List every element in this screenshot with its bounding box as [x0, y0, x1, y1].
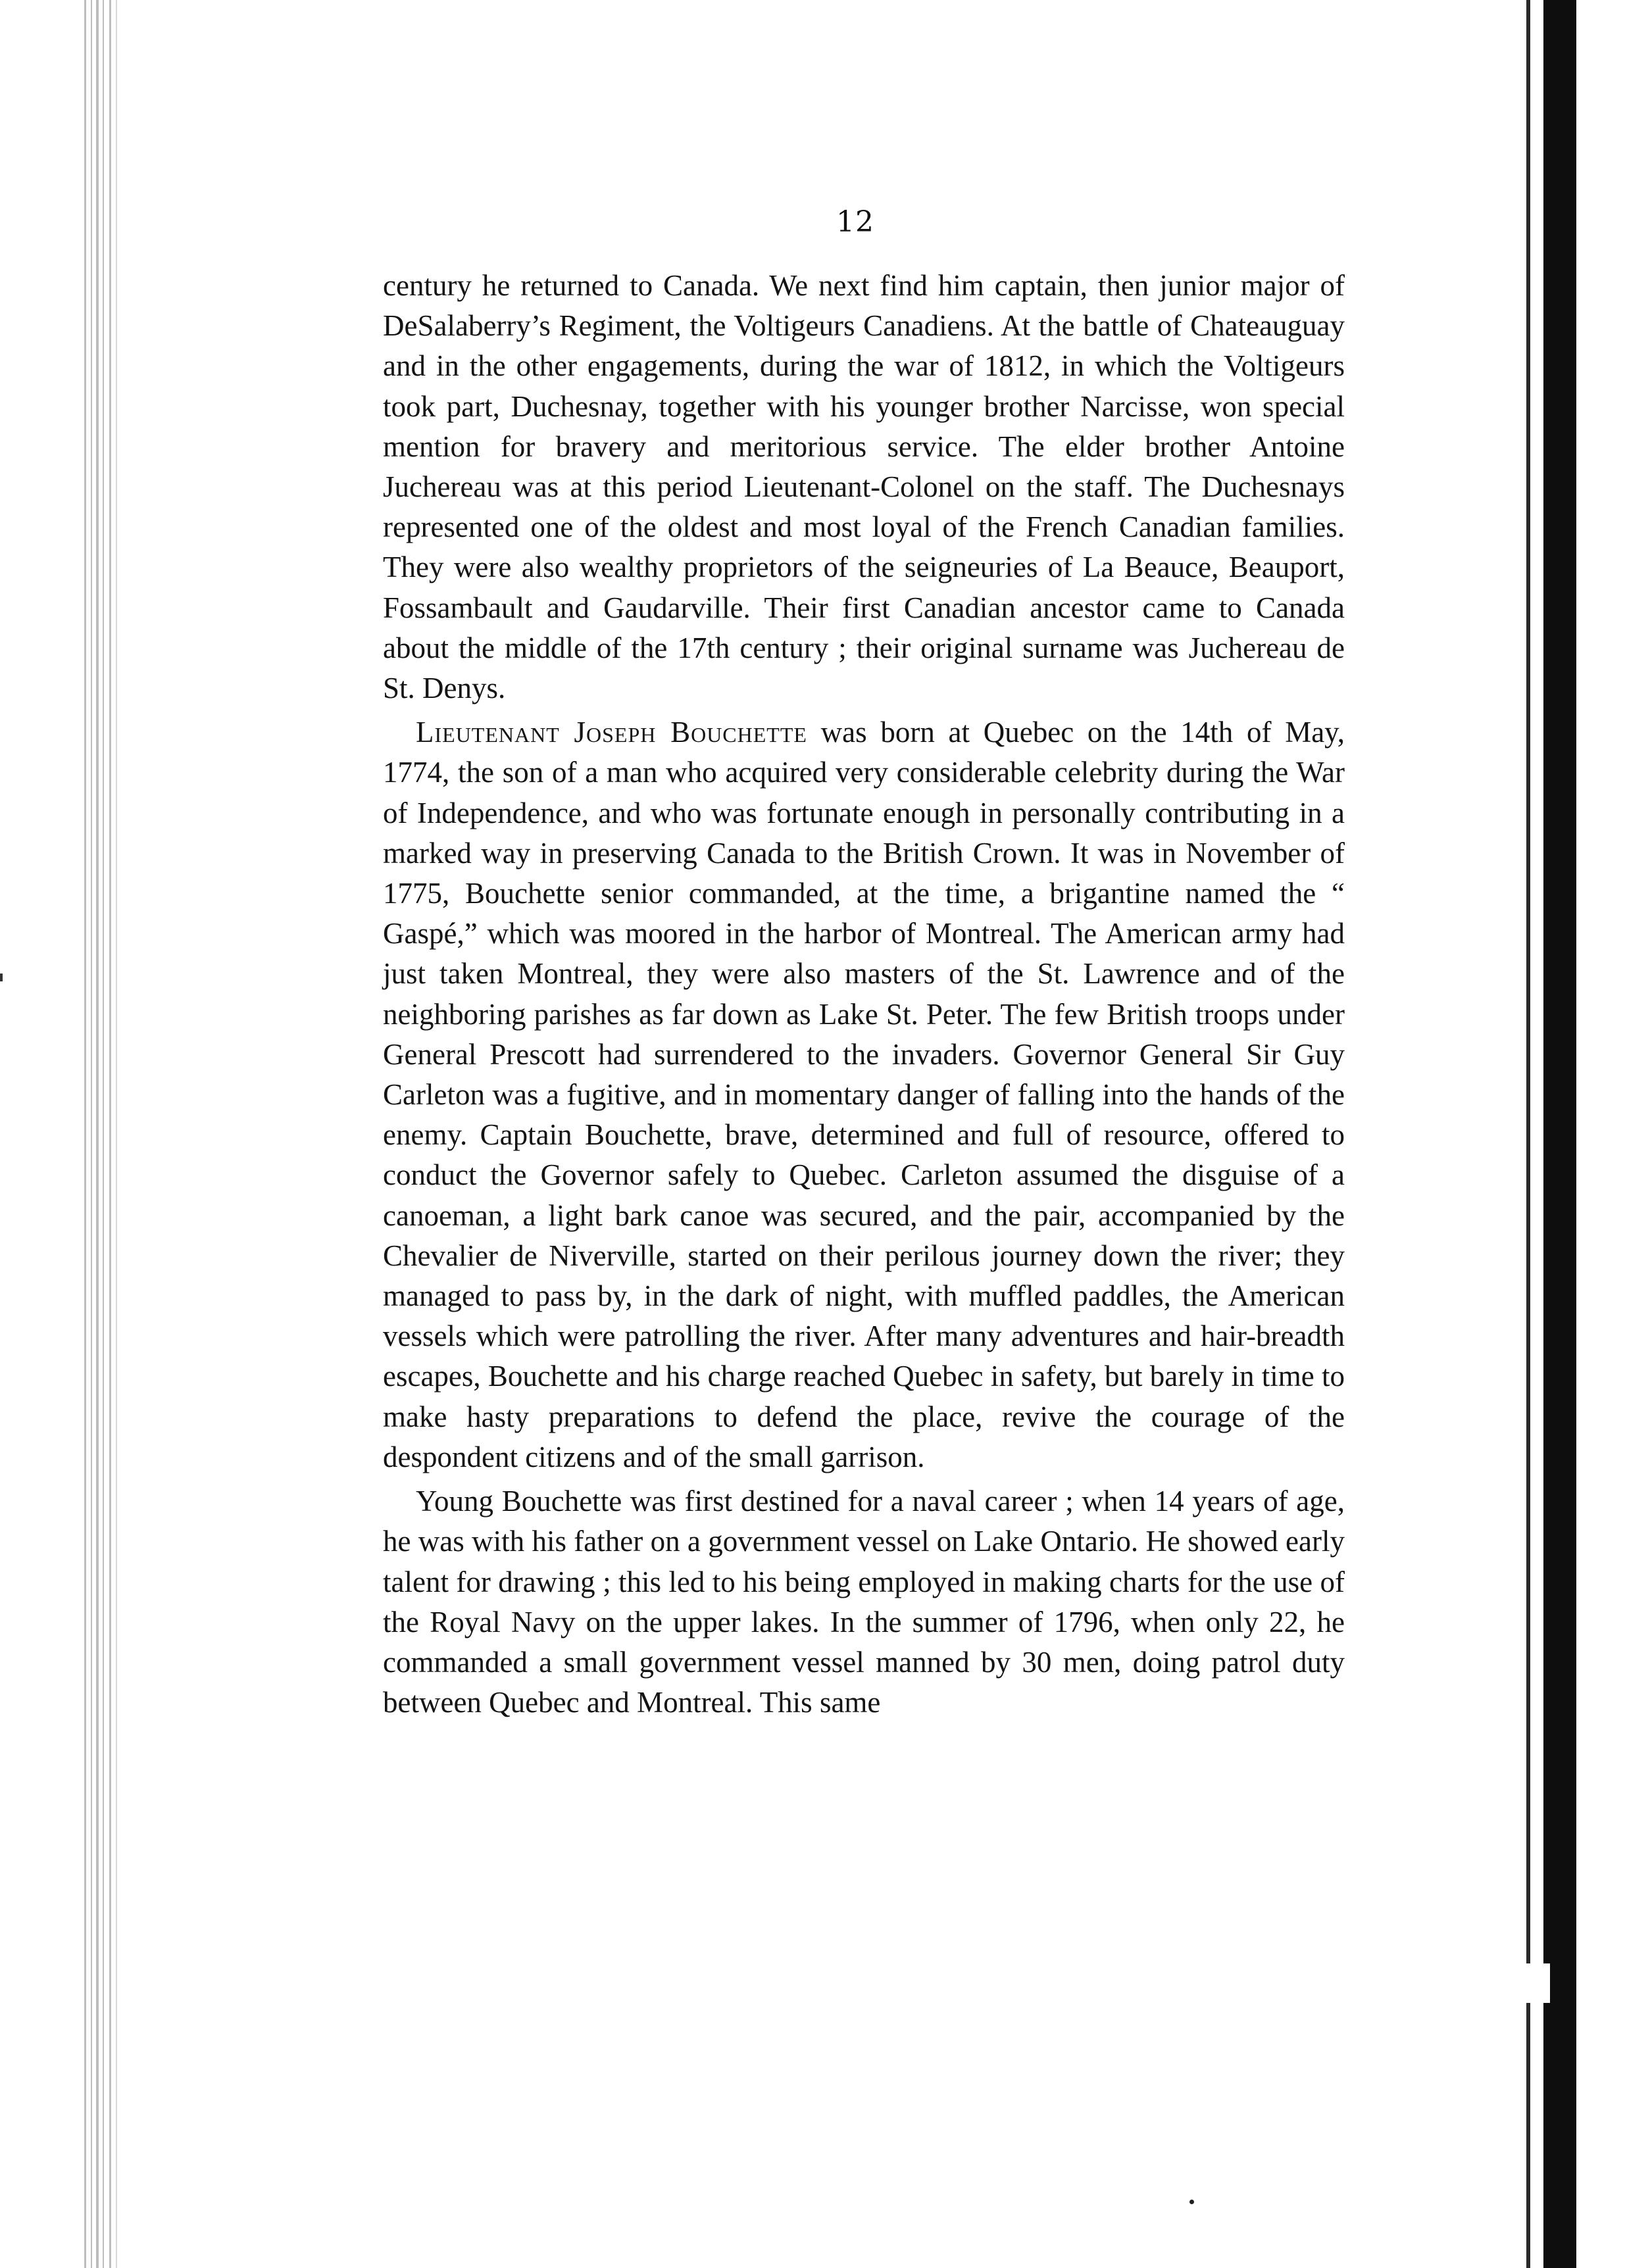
- binding-edge: [84, 0, 124, 2268]
- ink-speck: [1189, 2200, 1194, 2204]
- edge-mark: [0, 974, 3, 981]
- right-page-edge: [1524, 0, 1650, 2268]
- page-number: 12: [836, 205, 874, 239]
- body-text: [383, 266, 1345, 1727]
- paragraph-2: [383, 712, 1345, 1477]
- paragraph-3: Young Bouchette was first destined for a naval career ; when 14 years of age, he was with his father on a government vessel on Lake Ontario. He showed early talent for drawing ; this led to his being employed in making charts for the use of the Royal Navy on the upper lakes. In the summer of 1796, when only 22, he commanded a small government vessel manned by 30 men, doing patrol duty between Quebec and Montreal. This same: [383, 1485, 1345, 1719]
- paragraph-2-lead: Lieutenant Joseph Bouchette: [416, 716, 807, 749]
- paragraph-1: century he returned to Canada. We next find him captain, then junior major of DeSalaberry’s Regiment, the Voltigeurs Canadiens. At the battle of Chateauguay and in the other engagements, during the war of 1812, in which the Voltigeurs took part, Duchesnay, together with his younger brother Narcisse, won special mention for bravery and meritorious service. The elder brother Antoine Juchereau was at this period Lieutenant-Colonel on the staff. The Duchesnays represented one of the oldest and most loyal of the French Canadian families. They were also wealthy proprietors of the seigneuries of La Beauce, Beauport, Fossambault and Gaudarville. Their first Canadian ancestor came to Canada about the middle of the 17th century ; their original surname was Juchereau de St. Denys.: [383, 269, 1345, 705]
- paragraph-2-body: was born at Quebec on the 14th of May, 1774, the son of a man who acquired very considerable celebrity during the War of Independence, and who was fortunate enough in personally contributing in a marked way in preserving Canada to the British Crown. It was in November of 1775, Bouchette senior commanded, at the time, a brigantine named the “ Gaspé,” which was moored in the harbor of Montreal. The American army had just taken Montreal, they were also masters of the St. Lawrence and of the neighboring parishes as far down as Lake St. Peter. The few British troops under General Prescott had surrendered to the invaders. Governor General Sir Guy Carleton was a fugitive, and in momentary danger of falling into the hands of the enemy. Captain Bouchette, brave, determined and full of resource, offered to conduct the Governor safely to Quebec. Carleton assumed the disguise of a canoeman, a light bark canoe was secured, and the pair, accompanied by the Chevalier de Niverville, started on their perilous journey down the river; they managed to pass by, in the dark of night, with muffled paddles, the American vessels which were patrolling the river. After many adventures and hair-breadth escapes, Bouchette and his charge reached Quebec in safety, but barely in time to make hasty preparations to defend the place, revive the courage of the despondent citizens and of the small garrison.: [383, 716, 1345, 1473]
